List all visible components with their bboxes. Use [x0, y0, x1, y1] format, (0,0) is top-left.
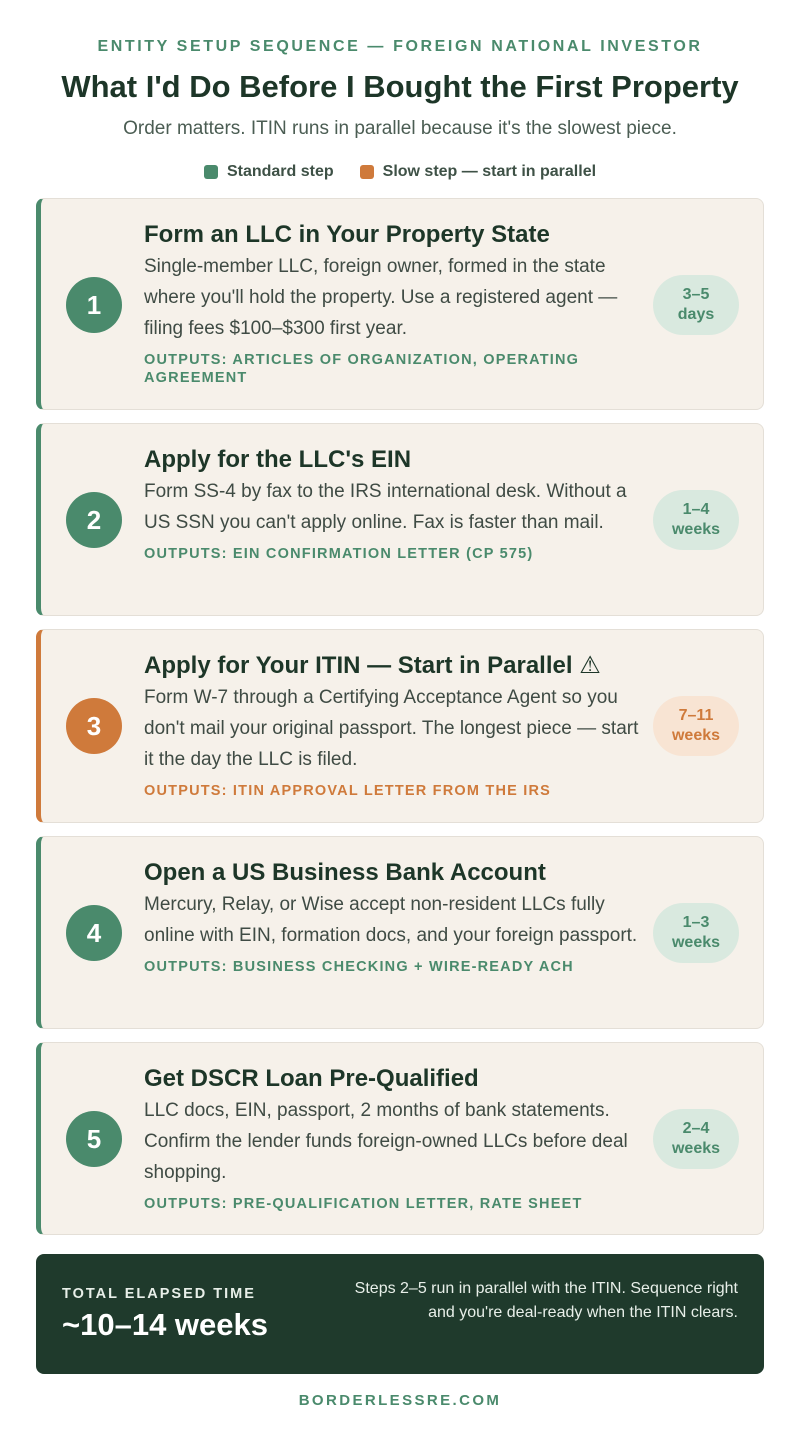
legend-item-slow [360, 162, 596, 182]
legend [0, 162, 800, 182]
page-title: What I'd Do Before I Bought the First Property [61, 69, 739, 104]
step-title: Open a US Business Bank Account [144, 859, 546, 886]
legend-item-standard [204, 162, 334, 182]
total-label: TOTAL ELAPSED TIME [62, 1286, 256, 1302]
duration-unit: weeks [671, 521, 721, 538]
step-outputs: OUTPUTS: BUSINESS CHECKING + WIRE-READY ACH [144, 959, 574, 975]
step-outputs: OUTPUTS: PRE-QUALIFICATION LETTER, RATE SHEET [144, 1196, 583, 1212]
duration-value: 1–4 [682, 501, 710, 518]
step-body [144, 1064, 649, 1213]
duration-value: 7–11 [678, 707, 714, 724]
step-body [144, 858, 649, 976]
duration-unit: weeks [671, 934, 721, 951]
step-number-badge: 1 [66, 277, 122, 333]
step-card-3 [36, 629, 764, 823]
duration-pill [653, 275, 739, 335]
step-number-badge: 3 [66, 698, 122, 754]
total-note: Steps 2–5 run in parallel with the ITIN. Sequence right and you're deal-ready when the ITIN clears. [354, 1280, 738, 1321]
step-card-5 [36, 1042, 764, 1235]
page-subtitle: Order matters. ITIN runs in parallel because it's the slowest piece. [123, 118, 677, 139]
step-card-2 [36, 423, 764, 616]
standard-swatch-icon [204, 165, 218, 179]
footer-site: BORDERLESSRE.COM [298, 1392, 502, 1409]
duration-pill [653, 903, 739, 963]
duration-unit: days [677, 306, 715, 323]
step-description: LLC docs, EIN, passport, 2 months of bank statements. Confirm the lender funds foreign-owned LLCs before deal shopping. [144, 1100, 628, 1183]
header [0, 0, 800, 182]
step-number-badge: 2 [66, 492, 122, 548]
step-body [144, 651, 649, 800]
legend-slow-label: Slow step — start in parallel [382, 163, 597, 180]
step-description: Form SS-4 by fax to the IRS international desk. Without a US SSN you can't apply online. Fax is faster than mail. [144, 481, 627, 533]
step-title: Get DSCR Loan Pre-Qualified [144, 1065, 479, 1092]
step-card-1 [36, 198, 764, 410]
total-elapsed-panel [36, 1254, 764, 1374]
legend-standard-label: Standard step [226, 163, 334, 180]
duration-value: 2–4 [682, 1120, 710, 1137]
step-outputs: OUTPUTS: EIN CONFIRMATION LETTER (CP 575) [144, 546, 534, 562]
step-description: Single-member LLC, foreign owner, formed in the state where you'll hold the property. Use a registered agent — filing fees $100–$300 first year. [144, 256, 618, 339]
step-title: Apply for Your ITIN — Start in Parallel ⚠ [144, 652, 601, 679]
step-description: Mercury, Relay, or Wise accept non-resident LLCs fully online with EIN, formation docs, and your foreign passport. [144, 894, 638, 946]
duration-pill [653, 490, 739, 550]
total-value: ~10–14 weeks [62, 1307, 268, 1342]
duration-pill [653, 1109, 739, 1169]
step-outputs: OUTPUTS: ITIN APPROVAL LETTER FROM THE IRS [144, 783, 551, 799]
duration-unit: weeks [671, 727, 721, 744]
step-title: Form an LLC in Your Property State [144, 221, 550, 248]
duration-unit: weeks [671, 1140, 721, 1157]
eyebrow: ENTITY SETUP SEQUENCE — FOREIGN NATIONAL INVESTOR [97, 38, 703, 55]
step-number-badge: 5 [66, 1111, 122, 1167]
step-card-4 [36, 836, 764, 1029]
step-title: Apply for the LLC's EIN [144, 446, 412, 473]
duration-pill [653, 696, 739, 756]
slow-swatch-icon [360, 165, 374, 179]
step-body [144, 445, 649, 563]
duration-value: 1–3 [682, 914, 710, 931]
step-body [144, 220, 649, 387]
duration-value: 3–5 [682, 286, 710, 303]
step-number-badge: 4 [66, 905, 122, 961]
step-description: Form W-7 through a Certifying Acceptance Agent so you don't mail your original passport. The longest piece — start it the day the LLC is filed. [144, 687, 639, 770]
step-outputs: OUTPUTS: ARTICLES OF ORGANIZATION, OPERATING AGREEMENT [144, 352, 580, 386]
